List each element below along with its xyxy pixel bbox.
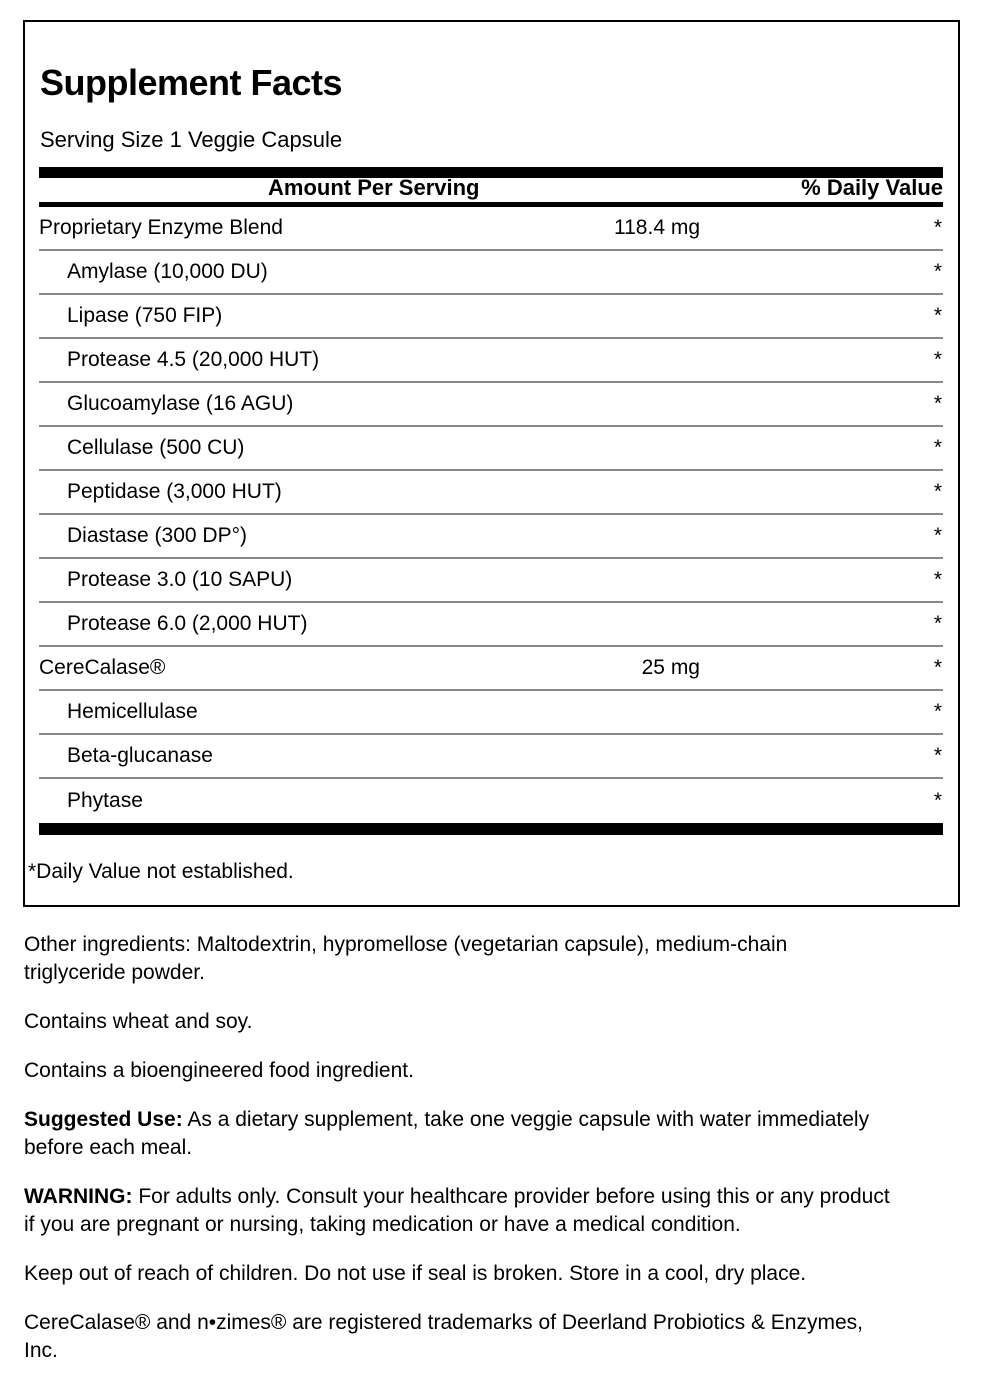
- warning-paragraph: [24, 1183, 976, 1239]
- ingredient-row: [39, 207, 943, 251]
- suggested-use-label: Suggested Use:: [24, 1108, 183, 1131]
- supplement-facts-panel: [23, 20, 960, 907]
- ingredient-name: Cellulase (500 CU): [67, 436, 245, 459]
- ingredient-row: [39, 647, 943, 691]
- ingredient-row: [39, 339, 943, 383]
- supplement-facts-title: Supplement Facts: [40, 62, 343, 103]
- daily-value-asterisk: *: [933, 568, 942, 591]
- daily-value-asterisk: *: [933, 348, 942, 371]
- ingredient-row: [39, 559, 943, 603]
- ingredient-amount: 118.4 mg: [614, 216, 700, 239]
- daily-value-asterisk: *: [933, 524, 942, 547]
- ingredient-row: [39, 383, 943, 427]
- ingredient-name: Beta-glucanase: [67, 744, 213, 767]
- ingredient-row: [39, 295, 943, 339]
- ingredient-row: [39, 735, 943, 779]
- warning-line2: if you are pregnant or nursing, taking medication or have a medical condition.: [24, 1213, 741, 1236]
- daily-value-asterisk: *: [933, 612, 942, 635]
- ingredient-row: [39, 691, 943, 735]
- warning-label: WARNING:: [24, 1185, 133, 1208]
- daily-value-asterisk: *: [933, 392, 942, 415]
- additional-info-section: [24, 931, 976, 1380]
- other-ingredients-line2: triglyceride powder.: [24, 961, 205, 984]
- ingredient-row: [39, 471, 943, 515]
- ingredient-name: Hemicellulase: [67, 700, 198, 723]
- daily-value-asterisk: *: [933, 656, 942, 679]
- ingredient-row: [39, 779, 943, 823]
- suggested-use-text: As a dietary supplement, take one veggie capsule with water immediately: [182, 1108, 870, 1131]
- ingredient-name: Amylase (10,000 DU): [67, 260, 268, 283]
- warning-line1: [24, 1183, 976, 1211]
- suggested-use-line1: [24, 1106, 976, 1134]
- daily-value-asterisk: *: [933, 216, 942, 239]
- ingredient-row: [39, 515, 943, 559]
- daily-value-footnote: *Daily Value not established.: [28, 860, 294, 883]
- ingredient-row: [39, 427, 943, 471]
- ingredient-row: [39, 603, 943, 647]
- ingredient-name: Proprietary Enzyme Blend: [39, 216, 283, 239]
- daily-value-header: % Daily Value: [801, 175, 943, 200]
- ingredient-name: CereCalase®: [39, 656, 166, 679]
- trademark-line1: CereCalase® and n•zimes® are registered trademarks of Deerland Probiotics & Enzymes,: [24, 1311, 863, 1334]
- ingredient-row: [39, 251, 943, 295]
- storage-paragraph: Keep out of reach of children. Do not use if seal is broken. Store in a cool, dry place.: [24, 1262, 807, 1285]
- trademark-paragraph: [24, 1309, 976, 1365]
- table-bottom-bar: [39, 823, 943, 835]
- daily-value-asterisk: *: [933, 260, 942, 283]
- ingredient-name: Diastase (300 DP°): [67, 524, 247, 547]
- ingredient-name: Glucoamylase (16 AGU): [67, 392, 294, 415]
- daily-value-asterisk: *: [933, 436, 942, 459]
- bioengineered-paragraph: Contains a bioengineered food ingredient.: [24, 1059, 414, 1082]
- daily-value-asterisk: *: [933, 480, 942, 503]
- ingredient-name: Protease 6.0 (2,000 HUT): [67, 612, 308, 635]
- daily-value-asterisk: *: [933, 744, 942, 767]
- serving-size: Serving Size 1 Veggie Capsule: [40, 127, 343, 152]
- suggested-use-line2: before each meal.: [24, 1136, 193, 1159]
- daily-value-asterisk: *: [933, 304, 942, 327]
- daily-value-asterisk: *: [933, 700, 942, 723]
- suggested-use-paragraph: [24, 1106, 976, 1162]
- daily-value-asterisk: *: [933, 789, 942, 812]
- other-ingredients-line1: Other ingredients: Maltodextrin, hypromellose (vegetarian capsule), medium-chain: [24, 933, 788, 956]
- ingredient-name: Peptidase (3,000 HUT): [67, 480, 282, 503]
- table-header-row: [39, 175, 943, 202]
- amount-per-serving-header: Amount Per Serving: [268, 175, 480, 200]
- ingredient-amount: 25 mg: [641, 656, 700, 679]
- ingredient-name: Protease 4.5 (20,000 HUT): [67, 348, 320, 371]
- warning-text: For adults only. Consult your healthcare provider before using this or any product: [132, 1185, 890, 1208]
- ingredient-name: Lipase (750 FIP): [67, 304, 223, 327]
- trademark-line2: Inc.: [24, 1339, 58, 1362]
- contains-allergens-paragraph: Contains wheat and soy.: [24, 1010, 253, 1033]
- other-ingredients-paragraph: [24, 931, 976, 987]
- ingredient-name: Protease 3.0 (10 SAPU): [67, 568, 293, 591]
- ingredient-name: Phytase: [67, 789, 143, 812]
